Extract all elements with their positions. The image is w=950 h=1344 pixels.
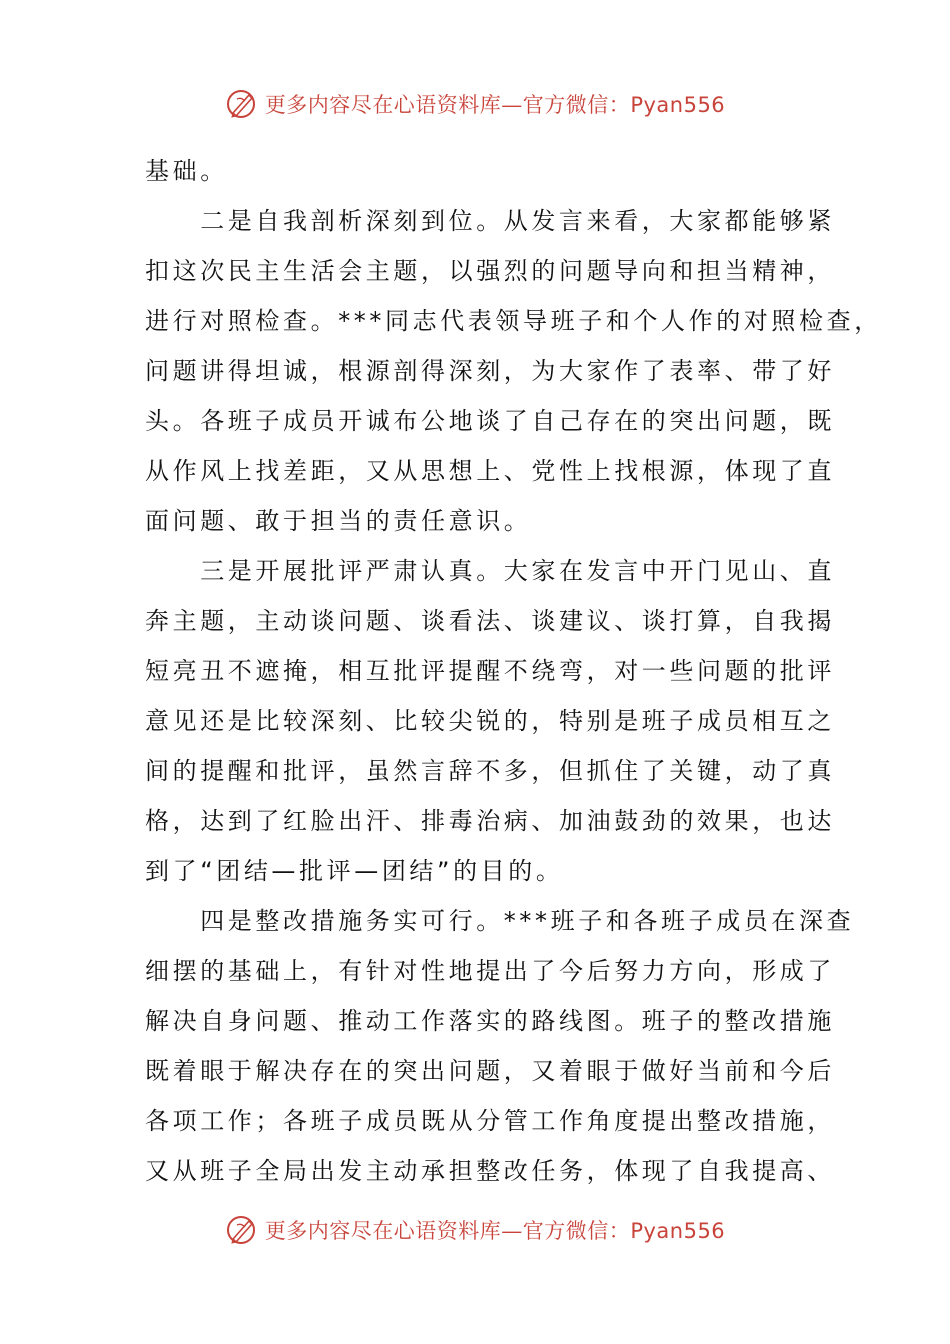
text-line: 二是自我剖析深刻到位。从发言来看，大家都能够紧 xyxy=(145,207,835,235)
text-line: 从作风上找差距，又从思想上、党性上找根源，体现了直 xyxy=(145,457,835,485)
text-line: 面问题、敢于担当的责任意识。 xyxy=(145,507,532,535)
header-wechat-id: Pyan556 xyxy=(630,93,726,117)
text-line: 到了“团结—批评—团结”的目的。 xyxy=(145,857,564,885)
text-line: 又从班子全局出发主动承担整改任务，体现了自我提高、 xyxy=(145,1157,835,1185)
text-line: 基础。 xyxy=(145,157,228,185)
pen-logo-icon xyxy=(225,87,259,121)
text-line: 各项工作；各班子成员既从分管工作角度提出整改措施， xyxy=(145,1107,835,1135)
text-line: 四是整改措施务实可行。***班子和各班子成员在深查 xyxy=(145,907,855,935)
footer-banner xyxy=(0,1210,950,1250)
text-line: 头。各班子成员开诚布公地谈了自己存在的突出问题，既 xyxy=(145,407,835,435)
footer-text: 更多内容尽在心语资料库—官方微信：Pyan556 xyxy=(264,1219,726,1243)
pen-logo-icon xyxy=(225,1213,259,1247)
text-line: 格，达到了红脸出汗、排毒治病、加油鼓劲的效果，也达 xyxy=(145,807,835,835)
header-banner xyxy=(0,84,950,124)
text-line: 问题讲得坦诚，根源剖得深刻，为大家作了表率、带了好 xyxy=(145,357,835,385)
text-line: 细摆的基础上，有针对性地提出了今后努力方向，形成了 xyxy=(145,957,835,985)
document-body xyxy=(145,146,882,1196)
text-line: 解决自身问题、推动工作落实的路线图。班子的整改措施 xyxy=(145,1007,835,1035)
text-line: 间的提醒和批评，虽然言辞不多，但抓住了关键，动了真 xyxy=(145,757,835,785)
text-line: 进行对照检查。***同志代表领导班子和个人作的对照检查， xyxy=(145,307,882,335)
footer-wechat-id: Pyan556 xyxy=(630,1219,726,1243)
text-line: 短亮丑不遮掩，相互批评提醒不绕弯，对一些问题的批评 xyxy=(145,657,835,685)
text-line: 意见还是比较深刻、比较尖锐的，特别是班子成员相互之 xyxy=(145,707,835,735)
text-line: 扣这次民主生活会主题，以强烈的问题导向和担当精神， xyxy=(145,257,835,285)
text-line: 三是开展批评严肃认真。大家在发言中开门见山、直 xyxy=(145,557,835,585)
text-line: 既着眼于解决存在的突出问题，又着眼于做好当前和今后 xyxy=(145,1057,835,1085)
header-text: 更多内容尽在心语资料库—官方微信：Pyan556 xyxy=(264,93,726,117)
text-line: 奔主题，主动谈问题、谈看法、谈建议、谈打算，自我揭 xyxy=(145,607,835,635)
